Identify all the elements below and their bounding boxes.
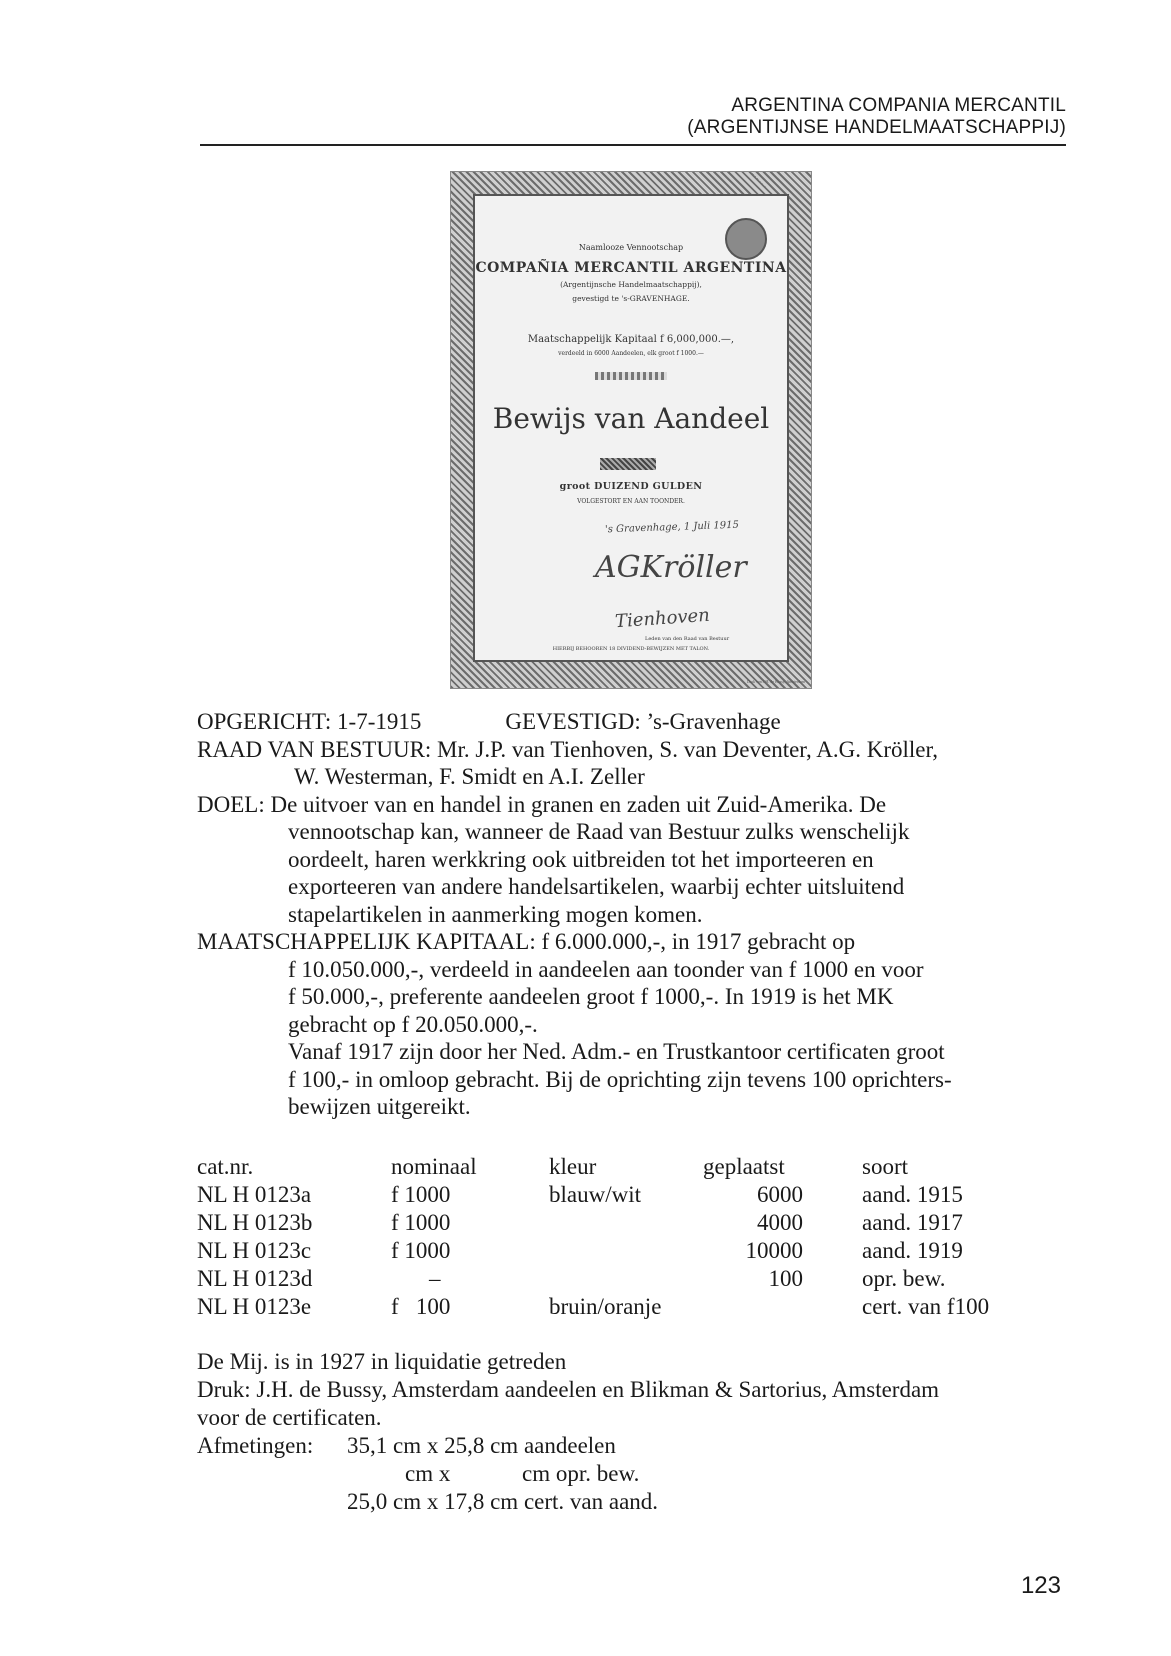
cell-nominaal: – [429,1266,441,1291]
raad-line-1: RAAD VAN BESTUUR: Mr. J.P. van Tienhoven, S. van Deventer, A.G. Kröller, [197,736,938,762]
header-nominaal: nominaal [391,1154,477,1179]
cert-capital-detail: verdeeld in 6000 Aandeelen, elk groot f 1000.— [558,350,704,357]
header-rule [200,144,1066,146]
share-certificate-image [450,171,812,689]
printer-line-1: Druk: J.H. de Bussy, Amsterdam aandeelen en Blikman & Sartorius, Amsterdam [197,1377,940,1402]
running-header [166,95,1066,139]
cell-soort: opr. bew. [862,1266,946,1291]
cert-paid: VOLGESTORT EN AAN TOONDER. [577,498,685,505]
cert-title: Bewijs van Aandeel [492,402,770,435]
cell-nominaal: f 1000 [391,1182,451,1207]
cert-company-type: Naamlooze Vennootschap [578,243,684,252]
doel-line-2: vennootschap kan, wanneer de Raad van Bestuur zulks wenschelijk [288,819,910,844]
dimensions-opr-b: cm opr. bew. [522,1461,640,1486]
cert-bottom-note: HIERBIJ BEHOOREN 18 DIVIDEND-BEWIJZEN MET TALON. [552,646,710,652]
gevestigd: GEVESTIGD: ’s-Gravenhage [505,709,781,734]
cell-cat: NL H 0123d [197,1266,313,1291]
header-soort: soort [862,1154,908,1179]
liquidation-note: De Mij. is in 1927 in liquidatie getreden [197,1349,567,1374]
header-line-2: (ARGENTIJNSE HANDELMAATSCHAPPIJ) [687,117,1066,138]
dimensions-label: Afmetingen: [197,1433,314,1458]
cert-capital: Maatschappelijk Kapitaal f 6,000,000.—, [527,334,735,345]
founded-line [197,708,1077,736]
cert-printer: Druk van J.H. de Bussy, Amsterdam [746,679,805,684]
cert-place-date: 's Gravenhage, 1 Juli 1915 [604,519,740,536]
cell-soort: cert. van f100 [862,1294,990,1319]
cell-nominaal: f 1000 [391,1238,451,1263]
cert-value: groot DUIZEND GULDEN [559,481,703,492]
opgericht: OPGERICHT: 1-7-1915 [197,709,422,734]
doel-line-5: stapelartikelen in aanmerking mogen komen. [288,901,703,927]
cell-cat: NL H 0123e [197,1294,312,1319]
cert-number-plate [600,458,656,470]
doel-line-3: oordeelt, haren werkkring ook uitbreiden tot het importeeren en [288,846,874,872]
doel-line-4: exporteeren van andere handelsartikelen, waarbij echter uitsluitend [288,874,905,899]
cell-soort: aand. 1917 [862,1210,963,1235]
cell-soort: aand. 1915 [862,1182,963,1207]
dimensions-row-3 [197,1488,1077,1516]
mk-line-4: gebracht op f 20.050.000,-. [288,1011,538,1037]
cell-nominaal: f 1000 [391,1210,451,1235]
signature-1: AGKröller [595,550,747,585]
cell-geplaatst: 100 [768,1266,803,1291]
header-kleur: kleur [549,1154,597,1179]
cert-subtitle: (Argentijnsche Handelmaatschappij), [560,280,702,289]
cell-geplaatst: 4000 [757,1210,803,1235]
cell-geplaatst: 10000 [745,1238,803,1263]
dimensions-opr-a: cm x [405,1461,451,1486]
dimensions-row-1 [197,1432,1077,1460]
cell-kleur: blauw/wit [549,1182,641,1207]
mk-line-5: Vanaf 1917 zijn door her Ned. Adm.- en Trustkantoor certificaten groot [288,1039,945,1064]
cell-cat: NL H 0123b [197,1210,313,1235]
raad-line-2: W. Westerman, F. Smidt en A.I. Zeller [294,764,645,789]
mk-line-7: bewijzen uitgereikt. [288,1094,471,1119]
dimensions-cert: 25,0 cm x 17,8 cm cert. van aand. [347,1489,659,1514]
dimensions-row-2 [197,1460,1077,1488]
mk-line-2: f 10.050.000,-, verdeeld in aandeelen aan toonder van f 1000 en voor [288,956,924,982]
mk-line-1: MAATSCHAPPELIJK KAPITAAL: f 6.000.000,-, in 1917 gebracht op [197,929,856,954]
cell-cat: NL H 0123a [197,1182,312,1207]
doel-line-1: DOEL: De uitvoer van en handel in granen en zaden uit Zuid-Amerika. De [197,791,887,817]
footer-notes [197,1348,1077,1516]
signature-2: Tienhoven [614,604,711,633]
cell-cat: NL H 0123c [197,1238,312,1263]
page-number: 123 [1020,1572,1061,1599]
cert-seat: gevestigd te 's-GRAVENHAGE. [572,294,690,303]
header-line-1: ARGENTINA COMPANIA MERCANTIL [731,95,1066,116]
cell-geplaatst: 6000 [757,1182,803,1207]
mk-line-3: f 50.000,-, preferente aandeelen groot f 1000,-. In 1919 is het MK [288,984,894,1009]
dimensions-aandeelen: 35,1 cm x 25,8 cm aandeelen [347,1433,616,1458]
seal-icon [725,218,767,260]
header-geplaatst: geplaatst [703,1154,785,1179]
cell-nominaal: f 100 [391,1294,451,1319]
cell-soort: aand. 1919 [862,1238,963,1263]
certificate-body [473,194,789,662]
cell-kleur: bruin/oranje [549,1294,662,1319]
mk-line-6: f 100,- in omloop gebracht. Bij de oprichting zijn tevens 100 oprichters- [288,1066,952,1092]
header-cat: cat.nr. [197,1154,254,1179]
ornament [595,372,667,380]
cert-company-name: COMPAÑIA MERCANTIL ARGENTINA [475,260,787,276]
company-info [197,708,1077,1121]
printer-line-2: voor de certificaten. [197,1405,382,1430]
cert-signer-role: Leden van den Raad van Bestuur [645,636,730,642]
